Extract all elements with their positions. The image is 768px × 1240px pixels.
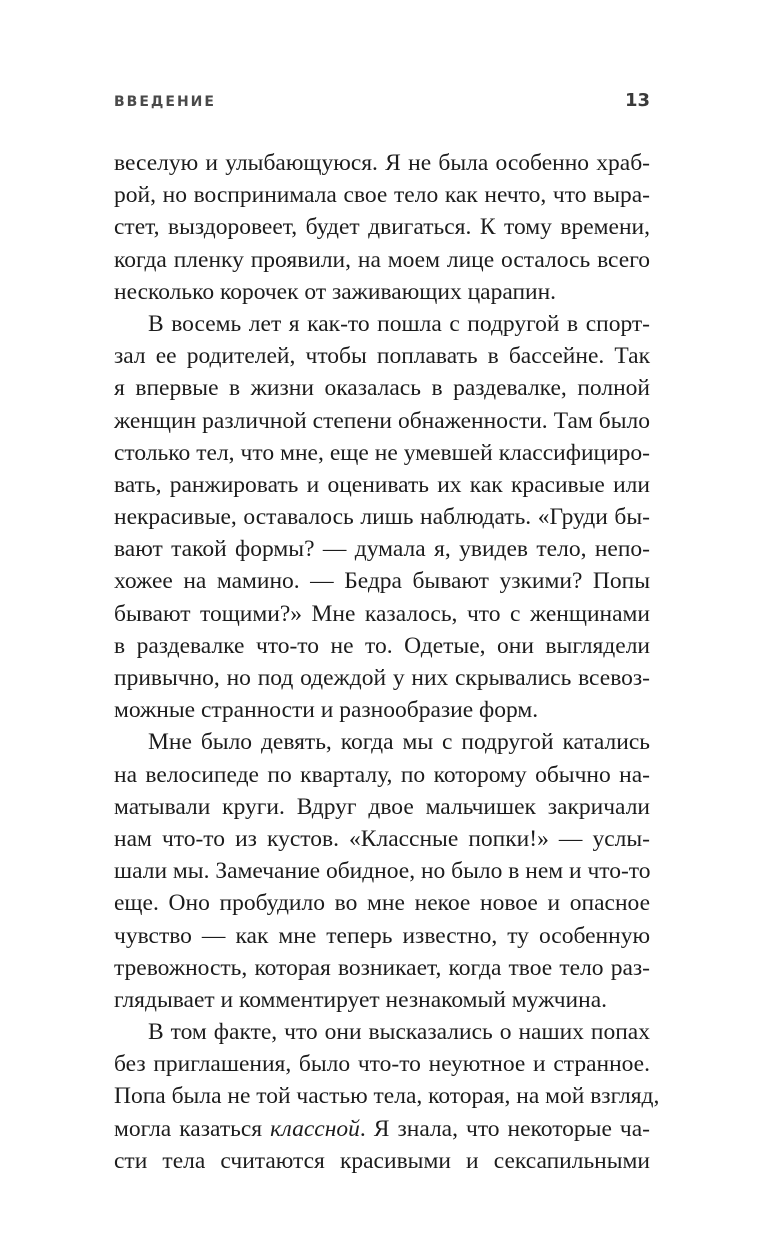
text-line: вать, ранжировать и оценивать их как красивые или xyxy=(114,471,650,498)
page-number: 13 xyxy=(624,90,650,111)
text-line: бывают тощими?» Мне казалось, что с женщинами xyxy=(114,600,650,627)
text-line: столько тел, что мне, еще не умевшей классифициро- xyxy=(114,439,650,466)
text-line: матывали круги. Вдруг двое мальчишек закричали xyxy=(114,793,650,820)
text-line: В том факте, что они высказались о наших попах xyxy=(148,1019,650,1046)
text-line: стет, выздоровеет, будет двигаться. К тому времени, xyxy=(114,214,650,241)
text-line: зал ее родителей, чтобы поплавать в бассейне. Так xyxy=(114,343,650,370)
text-line: могла казаться классной. Я знала, что некоторые ча- xyxy=(114,1115,650,1142)
text-line: Попа была не той частью тела, которая, на мой взгляд, xyxy=(114,1083,660,1110)
text-line: можные странности и разнообразие форм. xyxy=(114,697,539,724)
text-line: вают такой формы? — думала я, увидев тело, непо- xyxy=(114,536,650,563)
emphasized-word: классной xyxy=(270,1115,360,1142)
text-line: несколько корочек от заживающих царапин. xyxy=(114,278,557,305)
text-line: нам что-то из кустов. «Классные попки!» — услы- xyxy=(114,825,650,852)
text-line: сти тела считаются красивыми и сексапильными xyxy=(114,1147,650,1174)
text-line: без приглашения, было что-то неуютное и странное. xyxy=(114,1051,650,1078)
body-text xyxy=(114,147,660,1177)
text-line: когда пленку проявили, на моем лице осталось всего xyxy=(114,246,650,273)
text-line: Мне было девять, когда мы с подругой катались xyxy=(148,729,650,756)
text-line: некрасивые, оставалось лишь наблюдать. «Груди бы- xyxy=(114,504,650,531)
text-line: я впервые в жизни оказалась в раздевалке, полной xyxy=(114,375,650,402)
running-head: ВВЕДЕНИЕ xyxy=(114,94,216,110)
text-line: глядывает и комментирует незнакомый мужчина. xyxy=(114,986,608,1013)
text-line: рой, но воспринимала свое тело как нечто, что выра- xyxy=(114,182,650,209)
text-line: женщин различной степени обнаженности. Там было xyxy=(114,407,650,434)
text-line: хожее на мамино. — Бедра бывают узкими? Попы xyxy=(114,568,650,595)
text-line: еще. Оно пробудило во мне некое новое и опасное xyxy=(114,890,650,917)
text-line: привычно, но под одеждой у них скрывались всевоз- xyxy=(114,665,650,691)
text-line: на велосипеде по кварталу, по которому обычно на- xyxy=(114,761,650,788)
text-line: В восемь лет я как-то пошла с подругой в спорт- xyxy=(148,310,650,337)
text-line: шали мы. Замечание обидное, но было в нем и что-то xyxy=(114,858,651,885)
text-line: чувство — как мне теперь известно, ту особенную xyxy=(114,922,650,949)
text-line: веселую и улыбающуюся. Я не была особенно храб- xyxy=(114,150,650,176)
text-line: тревожность, которая возникает, когда твое тело раз- xyxy=(114,954,650,981)
text-line: в раздевалке что-то не то. Одетые, они выглядели xyxy=(114,632,650,659)
